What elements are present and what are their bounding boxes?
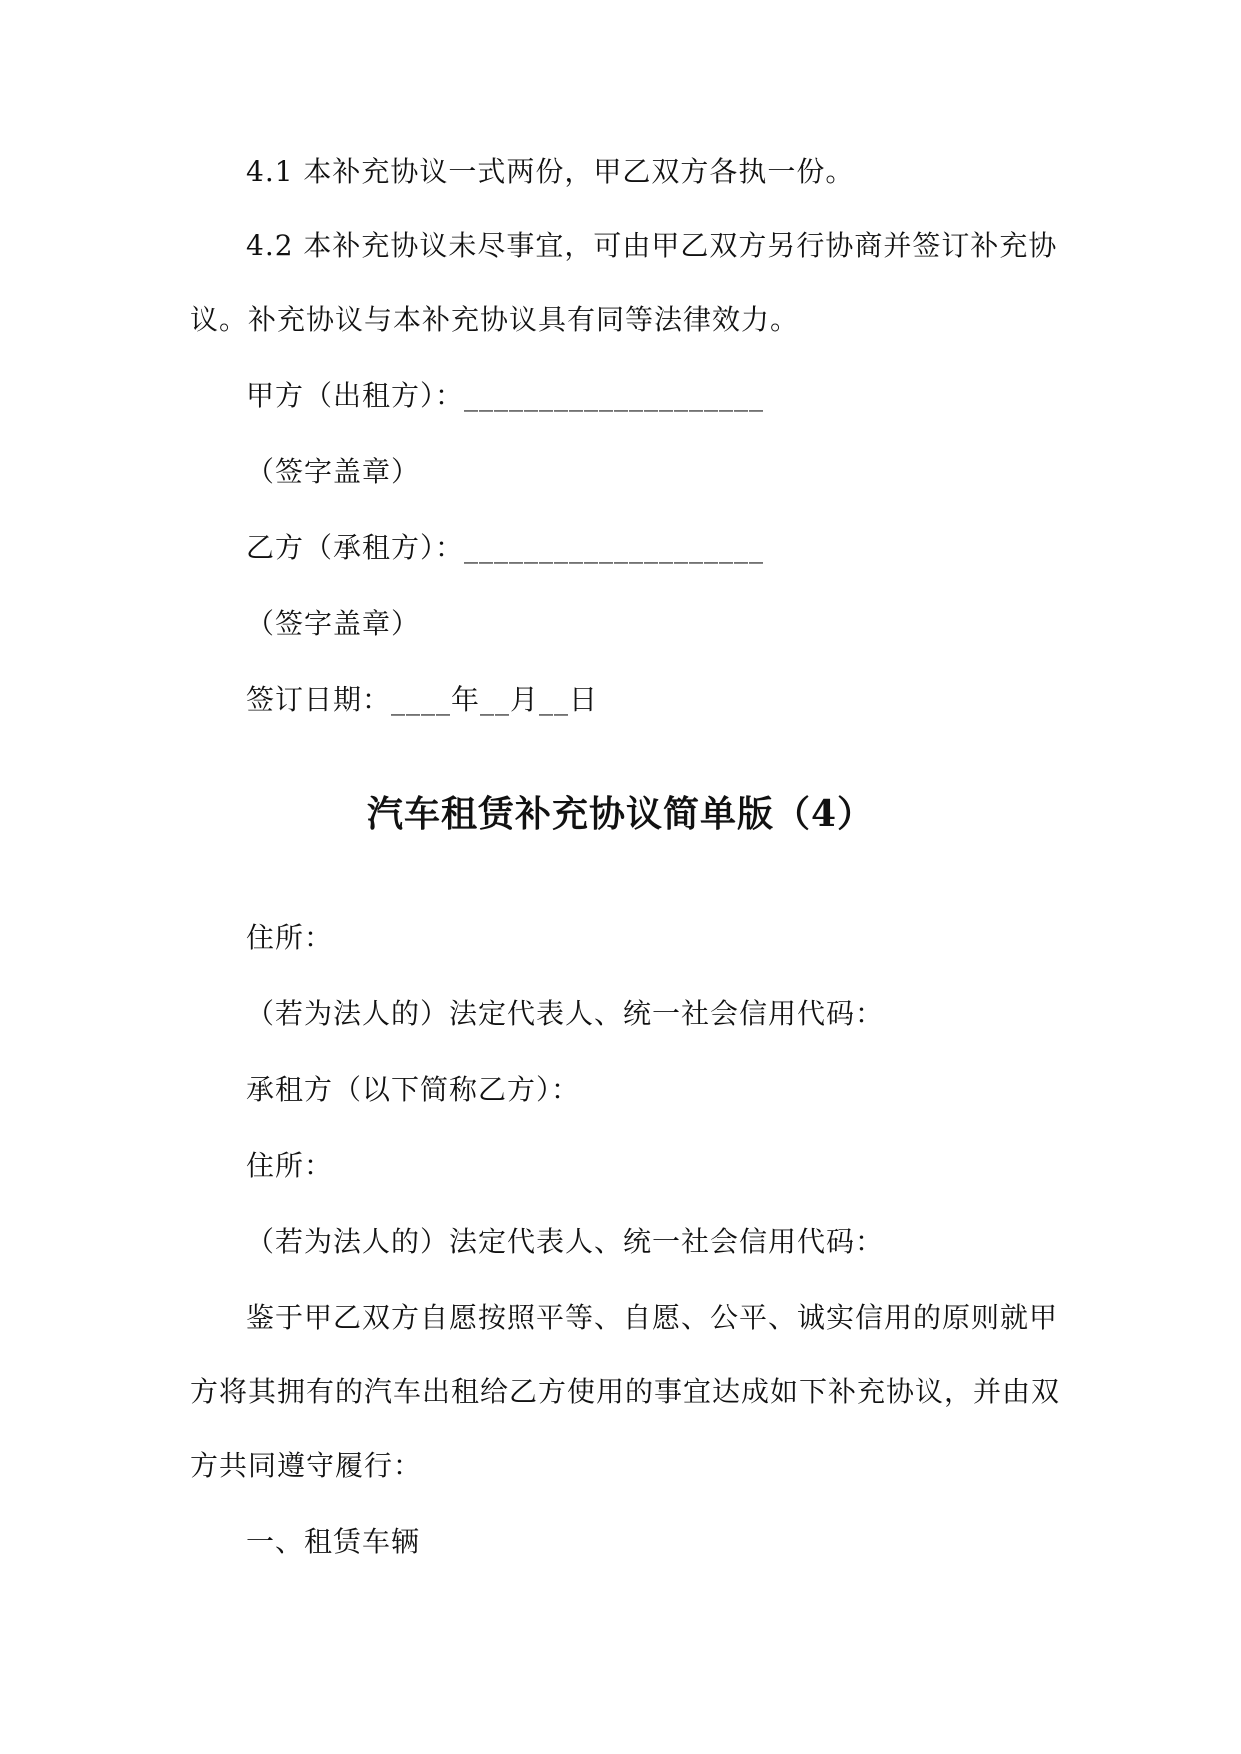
lessee-legal-rep: （若为法人的）法定代表人、统一社会信用代码： xyxy=(246,1225,885,1258)
clause-4-2-line1: 4.2 本补充协议未尽事宜，可由甲乙双方另行协商并签订补充协 xyxy=(246,229,1058,262)
clause-4-1: 4.1 本补充协议一式两份，甲乙双方各执一份。 xyxy=(246,155,855,188)
preamble-line1: 鉴于甲乙双方自愿按照平等、自愿、公平、诚实信用的原则就甲 xyxy=(246,1301,1059,1334)
lessor-legal-rep: （若为法人的）法定代表人、统一社会信用代码： xyxy=(246,997,885,1030)
sign-date: 签订日期：____年__月__日 xyxy=(246,683,599,716)
lessor-address: 住所： xyxy=(246,921,334,954)
lessee-address: 住所： xyxy=(246,1149,334,1182)
document-title: 汽车租赁补充协议简单版（4） xyxy=(366,793,875,835)
party-a-sign-note: （签字盖章） xyxy=(246,455,421,488)
section-heading-rental-vehicle: 一、租赁车辆 xyxy=(246,1525,421,1558)
lessee-label: 承租方（以下简称乙方）： xyxy=(246,1073,581,1106)
party-a-signature-line: 甲方（出租方）：____________________ xyxy=(246,379,765,412)
party-b-signature-line: 乙方（承租方）：____________________ xyxy=(246,531,765,564)
preamble-line3: 方共同遵守履行： xyxy=(190,1449,423,1482)
clause-4-2-line2: 议。补充协议与本补充协议具有同等法律效力。 xyxy=(190,303,800,336)
preamble-line2: 方将其拥有的汽车出租给乙方使用的事宜达成如下补充协议，并由双 xyxy=(190,1375,1061,1408)
party-b-sign-note: （签字盖章） xyxy=(246,607,421,640)
